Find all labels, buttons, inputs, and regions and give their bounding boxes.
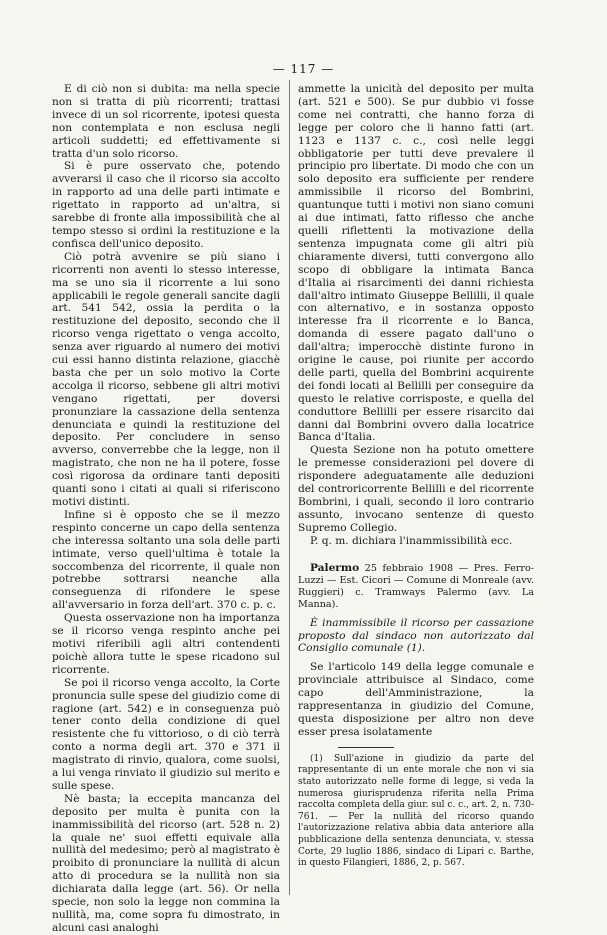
left-paragraph-3: Ciò potrà avvenire se più siano i ricorrenti non aventi lo stesso interesse, ma se uno sia il ricorrente a lui sono applicabili le regole generali sancite dagli art. 541 542, ossia la perdita o la restituzione del deposito, secondo che il ricorso venga rigettato o venga accolto, senza aver riguardo al numero dei motivi cui essi hanno distinta relazione, giacchè basta che per un solo motivo la Corte accolga il ricorso, sebbene gli altri motivi vengano rigettati, per doversi pronunziare la cassazione della sentenza denunciata e quindi la restituzione del deposito. Per concludere in senso avverso, converrebbe che la legge, non il magistrato, che non ne ha il potere, fosse così rigorosa da ordinare tanti depositi quanti sono i citati ai quali si riferiscono motivi distinti. <box>52 250 280 508</box>
left-paragraph-5: Questa osservazione non ha importanza se il ricorso venga respinto anche pei motivi riferibili agli altri contendenti poichè allora tutte le spese ricadono sul ricorrente. <box>52 612 280 676</box>
left-paragraph-4: Infine si è opposto che se il mezzo respinto concerne un capo della sentenza che interessa soltanto una sola delle parti intimate, verso quell'ultima è totale la soccombenza del ricorrente, il quale non potrebbe sottrarsi neanche alla conseguenza di rifondere le spese all'avversario in forza dell'art. 370 c. p. c. <box>52 508 280 612</box>
left-paragraph-6: Se poi il ricorso venga accolto, la Corte pronuncia sulle spese del giudizio come di ragione (art. 542) e in conseguenza può tener conto della condizione di quel resistente che fu vittorioso, o di ciò terrà conto a norma degli art. 370 e 371 il magistrato di rinvio, qualora, come suolsi, a lui venga rinviato il giudizio sul merito e sulle spese. <box>52 676 280 792</box>
right-column <box>298 83 534 870</box>
right-paragraph-2: Questa Sezione non ha potuto omettere le premesse considerazioni pel dovere di rispondere adeguatamente alle deduzioni del controricorrente Bellilli e del ricorrente Bombrini, i quali, secondo il loro contrario assunto, invocano sentenze di questo Supremo Collegio. <box>298 444 534 534</box>
left-paragraph-1: E di ciò non si dubita: ma nella specie non si tratta di più ricorrenti; trattasi invece di un sol ricorrente, ipotesi questa non contemplata e non esclusa negli articoli suddetti; ed effettivamente si tratta d'un solo ricorso. <box>52 83 280 160</box>
column-divider <box>289 80 290 895</box>
right-paragraph-1: ammette la unicità del deposito per multa (art. 521 e 500). Se pur dubbio vi fosse come nei contratti, che hanno forza di legge per coloro che li hanno fatti (art. 1123 e 1137 c. c., così nelle leggi obbligatorie per tutti deve prevalere il principio pro libertate. Di modo che con un solo deposito era sufficiente per rendere ammissibile il ricorso del Bombrini, quantunque tutti i motivi non siano comuni ai due intimati, fatto riflesso che anche quelli riflettenti la motivazione della sentenza impugnata come gli altri più chiaramente diversi, tutti convergono allo scopo di obbligare la intimata Banca d'Italia ai risarcimenti dei danni richiesta dall'altro intimato Giuseppe Bellilli, il quale con alternativo, e in sostanza opposto interesse fra il ricorrente e lo Banca, domanda di essere pagato dall'uno o dall'altra; imperocchè distinte furono in origine le cause, poi riunite per accordo delle parti, quella del Bombrini acquirente dei fondi locati al Bellilli per conseguire da questo le relative corrisposte, e quella del conduttore Bellilli per essere risarcito dai danni dal Bombrini ovvero dalla locatrice Banca d'Italia. <box>298 83 534 444</box>
case-city: Palermo <box>310 561 360 574</box>
left-column <box>52 83 280 935</box>
right-paragraph-4: Se l'articolo 149 della legge comunale e provinciale attribuisce al Sindaco, come capo dell'Amministrazione, la rappresentanza in giudizio del Comune, questa disposizione per altro non deve esser presa isolatamente <box>298 661 534 738</box>
footnote-rule <box>338 747 394 748</box>
page-number: — 117 — <box>272 62 335 76</box>
footnote: (1) Sull'azione in giudizio da parte del rappresentante di un ente morale che non vi sia stato autorizzato nelle forme di legge, si veda la numerosa giurisprudenza riferita nella Prima raccolta completa della giur. sul c. c., art. 2, n. 730-761. — Per la nullità del ricorso quando l'autorizzazione relativa abbia data anteriore alla pubblicazione della sentenza denunciata, v. stessa Corte, 29 luglio 1886, sindaco di Lipari c. Barthe, in questo Filangieri, 1886, 2, p. 567. <box>298 753 534 869</box>
left-paragraph-7: Nè basta; la eccepita mancanza del deposito per multa è punita con la inammissibilità del ricorso (art. 528 n. 2) la quale ne' suoi effetti equivale alla nullità del medesimo; però al magistrato è proibito di pronunciare la nullità di alcun atto di procedura se la nullità non sia dichiarata dalla legge (art. 56). Or nella specie, non solo la legge non commina la nullità, ma, come sopra fu dimostrato, in alcuni casi analoghi <box>52 792 280 934</box>
left-paragraph-2: Si è pure osservato che, potendo avverarsi il caso che il ricorso sia accolto in rapporto ad una delle parti intimate e rigettato in rapporto ad un'altra, si sarebbe di fronte alla impossibilità che al tempo stesso si ordini la restituzione e la confisca dell'unico deposito. <box>52 160 280 250</box>
case-maxim: È inammissibile il ricorso per cassazione proposto dal sindaco non autorizzato dal Consiglio comunale (1). <box>298 616 534 655</box>
case-heading <box>298 562 534 611</box>
right-paragraph-3: P. q. m. dichiara l'inammissibilità ecc. <box>310 534 513 547</box>
case-details: 25 febbraio 1908 — Pres. Ferro-Luzzi — Est. Cicori — Comune di Monreale (avv. Ruggieri) c. Tramways Palermo (avv. La Manna). <box>298 562 534 610</box>
